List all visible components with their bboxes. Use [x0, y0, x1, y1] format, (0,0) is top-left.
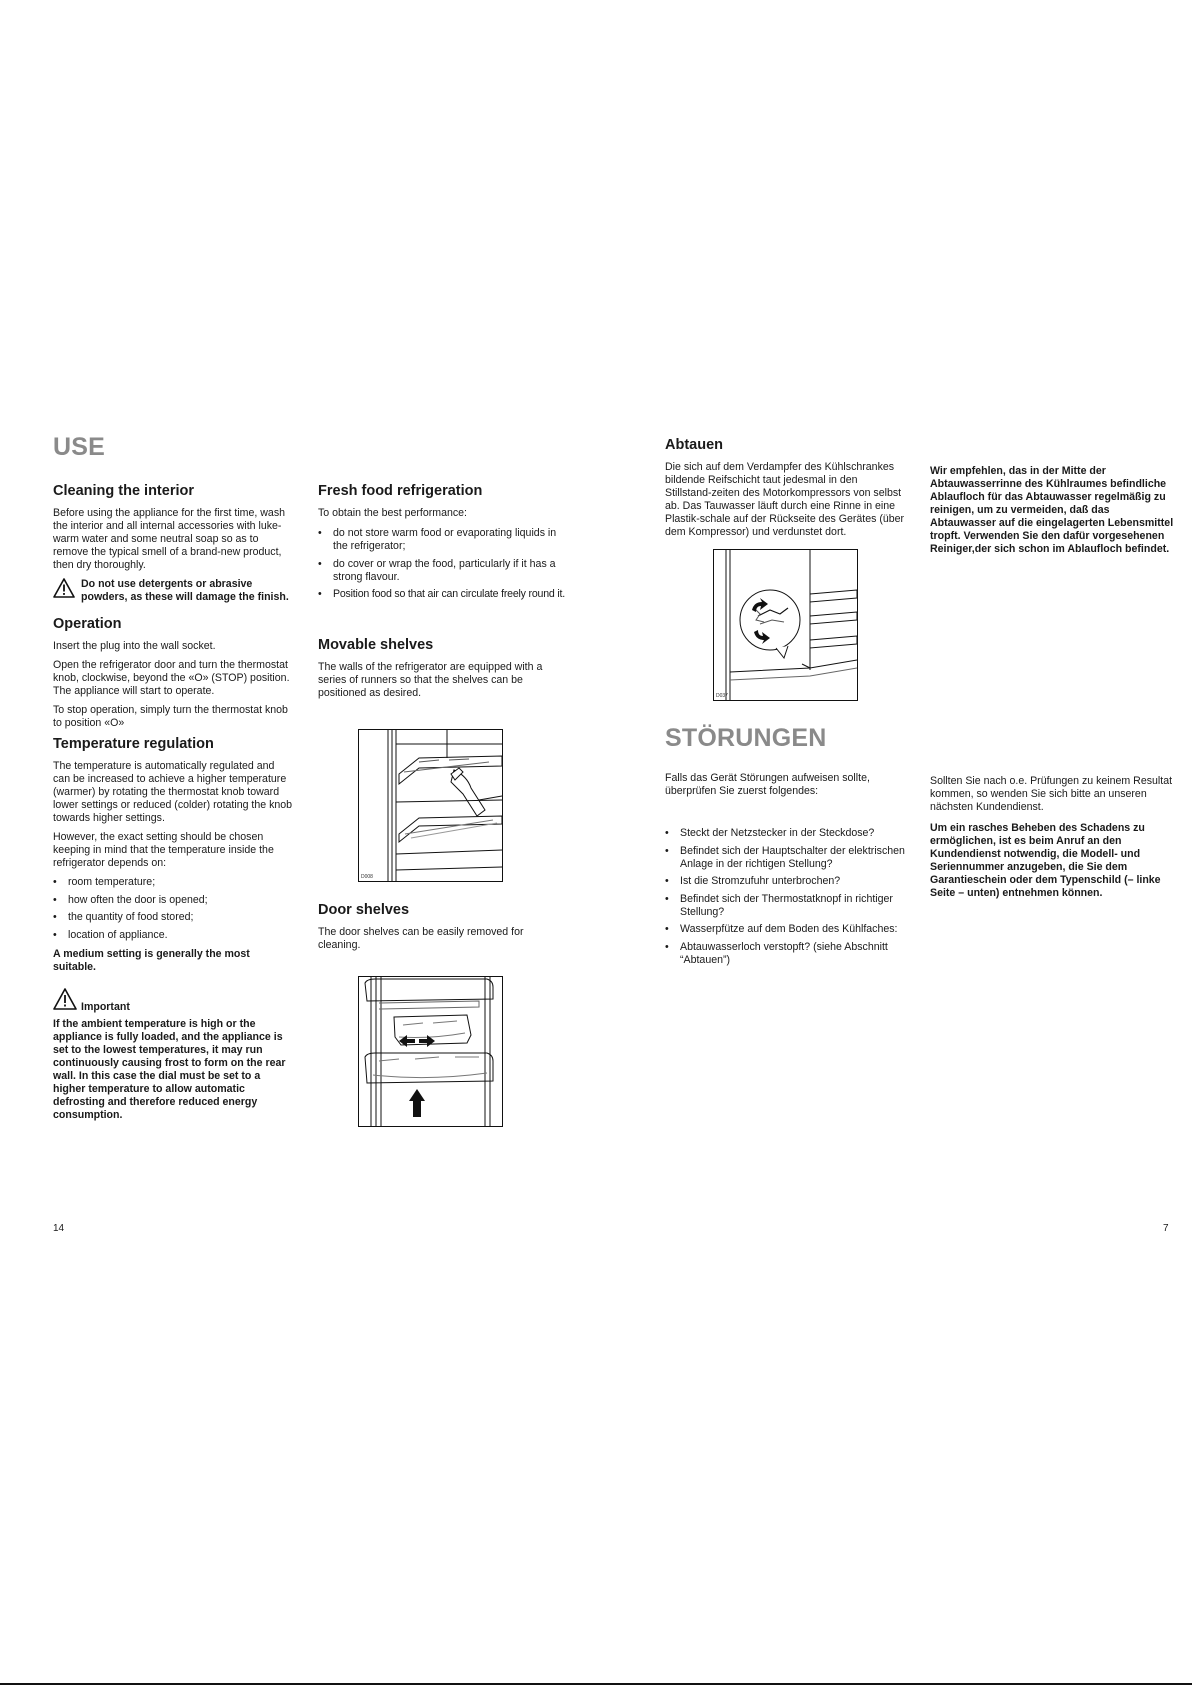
heading-movable-shelves: Movable shelves: [318, 637, 434, 653]
page-number-right: 7: [1163, 1223, 1169, 1234]
movable-shelves-section: [318, 637, 558, 706]
heading-abtauen: Abtauen: [665, 437, 723, 453]
list-item: • Befindet sich der Thermostatknopf in richtiger Stellung?: [665, 893, 910, 919]
left-column-2: [318, 483, 565, 607]
temperature-p2: However, the exact setting should be chosen keeping in mind that the temperature inside the refrigerator depends on:: [53, 831, 274, 869]
heading-temperature-regulation: Temperature regulation: [53, 736, 214, 752]
list-item: • how often the door is opened;: [53, 894, 293, 907]
important-label: Important: [81, 1000, 130, 1013]
movable-shelves-illustration: [358, 729, 503, 882]
list-item: • location of appliance.: [53, 929, 293, 942]
kundendienst-section: [930, 775, 1174, 906]
operation-p3: To stop operation, simply turn the thermostat knob to position «O»: [53, 704, 288, 729]
list-item: • room temperature;: [53, 876, 293, 889]
stoerungen-intro: Falls das Gerät Störungen aufweisen sollte, überprüfen Sie zuerst folgendes:: [665, 772, 870, 797]
important-header: [53, 988, 293, 1014]
left-column-1: [53, 433, 293, 1128]
list-item: • the quantity of food stored;: [53, 911, 293, 924]
heading-operation: Operation: [53, 616, 122, 632]
list-item: • Steckt der Netzstecker in der Steckdose?: [665, 827, 910, 840]
service-text-1: Sollten Sie nach o.e. Prüfungen zu keinem Resultat kommen, so wenden Sie sich bitte an unseren nächsten Kundendienst.: [930, 775, 1173, 813]
list-item: • Ist die Stromzufuhr unterbrochen?: [665, 875, 910, 888]
movable-shelves-text: The walls of the refrigerator are equipped with a series of runners so that the shelves can be positioned as desired.: [318, 661, 543, 699]
abtauen-illustration: [713, 549, 858, 701]
fresh-food-list: [318, 527, 565, 601]
heading-cleaning-interior: Cleaning the interior: [53, 483, 194, 499]
cleaning-warning-text: Do not use detergents or abrasive powders, as these will damage the finish.: [81, 578, 289, 603]
figure-code: D008: [361, 874, 373, 880]
fresh-food-intro: To obtain the best performance:: [318, 507, 467, 519]
abtauen-recommendation: [930, 465, 1174, 562]
stoerungen-checklist: [665, 827, 910, 967]
operation-p1: Insert the plug into the wall socket.: [53, 640, 216, 652]
temperature-factors-list: [53, 876, 293, 942]
cleaning-warning: [53, 578, 293, 604]
warning-triangle-icon: [53, 578, 75, 602]
heading-door-shelves: Door shelves: [318, 902, 410, 918]
door-shelves-text: The door shelves can be easily removed for cleaning.: [318, 926, 524, 951]
figure-code: D037: [716, 693, 728, 699]
door-shelves-section: [318, 902, 558, 958]
stoerungen-section: [665, 724, 910, 973]
cleaning-text: Before using the appliance for the first time, wash the interior and all internal accessories with luke-warm water and some neutral soap so as to remove the typical smell of a brand-new product, then dry thoroughly.: [53, 507, 286, 571]
list-item: • Abtauwasserloch verstopft? (siehe Abschnitt “Abtauen”): [665, 941, 910, 967]
list-item: • do cover or wrap the food, particularly if it has a strong flavour.: [318, 558, 558, 584]
important-text: If the ambient temperature is high or the appliance is fully loaded, and the appliance is set to the lowest temperatures, it may run continuously causing frost to form on the rear wall. In this case the dial must be set to a higher temperature to allow automatic defrosting and therefore reduced energy consumption.: [53, 1017, 286, 1121]
section-title-use: USE: [53, 433, 106, 461]
door-shelves-illustration: [358, 976, 503, 1127]
operation-p2: Open the refrigerator door and turn the thermostat knob, clockwise, beyond the «O» (STOP) position. The appliance will start to operate.: [53, 659, 290, 697]
medium-setting-note: A medium setting is generally the most suitable.: [53, 947, 250, 973]
list-item: • do not store warm food or evaporating liquids in the refrigerator;: [318, 527, 558, 553]
abtauen-section: [665, 437, 905, 545]
list-item: • Befindet sich der Hauptschalter der elektrischen Anlage in der richtigen Stellung?: [665, 845, 910, 871]
list-item: • Position food so that air can circulate freely round it.: [318, 588, 558, 601]
warning-triangle-icon: [53, 988, 77, 1014]
list-item: • Wasserpfütze auf dem Boden des Kühlfaches:: [665, 923, 910, 936]
abtauen-text: Die sich auf dem Verdampfer des Kühlschrankes bildende Reifschicht taut jedesmal in den Stillstand-zeiten des Motorkompressors von selbst ab. Das Tauwasser läuft durch eine Rinne in eine Plastik-schale auf der Rückseite des Gerätes (über dem Kompressor) und verdunstet dort.: [665, 461, 905, 538]
abtauen-recommend-text: Wir empfehlen, das in der Mitte der Abtauwasserrinne des Kühlraumes befindliche Ablaufloch für das Abtauwasser regelmäßig zu reinigen, um zu vermeiden, daß das Abtauwasser auf die eingelagerten Lebensmittel tropft. Verwenden Sie den dafür vorgesehenen Reiniger,der sich schon im Ablaufloch befindet.: [930, 465, 1174, 555]
page-number-left: 14: [53, 1223, 65, 1234]
section-title-stoerungen: STÖRUNGEN: [665, 724, 827, 752]
temperature-p1: The temperature is automatically regulated and can be increased to achieve a higher temperature (warmer) by rotating the thermostat knob toward lower settings or reduced (colder) rotating the knob towards higher settings.: [53, 760, 293, 824]
service-text-2: Um ein rasches Beheben des Schadens zu ermöglichen, ist es beim Anruf an den Kundendienst notwendig, die Modell- und Seriennummer anzugeben, die Sie dem Garantieschein oder dem Typenschild (– linke Seite – unten) entnehmen können.: [930, 822, 1161, 899]
heading-fresh-food: Fresh food refrigeration: [318, 483, 483, 499]
